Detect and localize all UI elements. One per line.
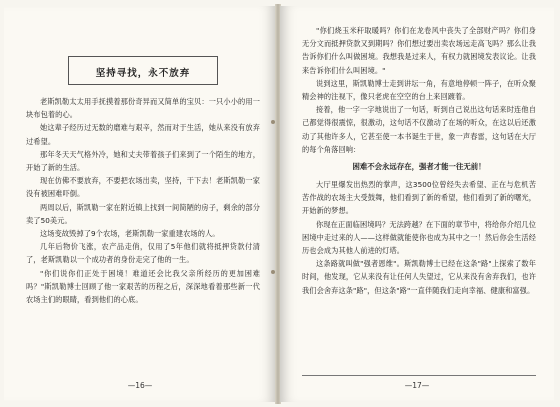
binding-staple — [271, 120, 275, 124]
paragraph: 老斯凯勒太太用手抚摸着那份奇异而又简单的宝贝：一只小小的用一块布包着的心。 — [26, 97, 260, 120]
paragraph: 两周以后，斯凯勒一家在附近镇上找到一间简陋的房子，剩余的部分卖了50美元。 — [26, 202, 260, 225]
paragraph: 现在仿佛不要放弃，不要把农场出卖，坚持，干下去！老斯凯勒一家没有被困难吓倒。 — [26, 176, 260, 199]
paragraph: "你们说你们正处于困境！难道还会比我父亲所经历的更加困难吗？"斯凯勒博士回顾了他一家艰苦的历程之后，深深地看着那些新一代农场主们的眼睛，看到他们的心底。 — [26, 268, 260, 305]
paragraph: "你们烧玉米秆取暖吗？你们在龙卷风中丧失了全部财产吗？你们身无分文而抵押贷款又到期吗？你们想过要出卖农场远走高飞吗？那么让我告诉你们什么叫做困境。我想我是过来人，有权力就困境发表议论。让我来告诉你们什么叫困境。" — [302, 26, 536, 75]
paragraph: 说到这里，斯凯勒博士走到讲坛一角，有意地停顿一阵子，在听众聚精会神的注视下，像只老虎在空空的台上来回踱着。 — [302, 78, 536, 102]
bold-quote-heading: 困难不会永远存在，强者才能一往无前！ — [352, 162, 486, 172]
right-page-content — [302, 24, 536, 297]
page-number-left: —16— — [127, 381, 153, 390]
page-number-right: —17— — [404, 381, 430, 390]
paragraph: 那年冬天天气格外冷，她和丈夫带着孩子们来到了一个陌生的地方，开始了新的生活。 — [26, 149, 260, 173]
paragraph: 她这辈子经历过无数的磨难与艰辛，然而对于生活，她从来没有放弃过希望。 — [26, 123, 260, 146]
chapter-title: 坚持寻找，永不放弃 — [95, 68, 191, 79]
footer-rule — [302, 375, 536, 376]
paragraph: 接着，他一字一字地说出了一句话，听到自己说出这句话来时连他自己都觉得很震惊，很激动，这句话不仅激动了在场的听众，在这以后还激动了其他许多人，它甚至使一本书诞生于世，象一声春雷，这句话在大厅的每个角落回响： — [302, 105, 536, 154]
paragraph: 几年后物价飞涨，农产品走俏，仅用了5年他们就将抵押贷款付清了，老斯凯勒以一个成功者的身份走完了他的一生。 — [26, 242, 260, 265]
binding-staple — [271, 270, 275, 274]
paragraph: 大厅里爆发出热烈的掌声，这3500位曾经失去希望、正在与危机苦苦作战的农场主大受鼓舞，他们看到了新的希望，他们看到了新的曙光，开始新的梦想。 — [302, 180, 536, 216]
paragraph: 这场变故毁掉了9个农场，老斯凯勒一家重建农场的人。 — [40, 229, 220, 239]
left-page-content — [26, 28, 260, 306]
left-page — [4, 6, 276, 402]
paragraph: 这条路就叫做"强者恩维"。斯凯勒博士已经在这条"路"上探索了数年时间，他发现，它从来没有让任何人失望过，它从来没有舍弃我们，也许我们会舍弃这条"路"，但这条"路"一直伴随我们走向幸福、健康和富强。 — [302, 259, 536, 295]
right-page — [280, 6, 554, 402]
chapter-title-box — [68, 56, 218, 85]
paragraph: 你现在正面临困境吗？无法跨越？在下面的章节中，将给你介绍几位困境中走过来的人——这样做就能使你也成为其中之一！然后你会生活经历也会成为其他人前进的灯塔。 — [302, 219, 536, 256]
